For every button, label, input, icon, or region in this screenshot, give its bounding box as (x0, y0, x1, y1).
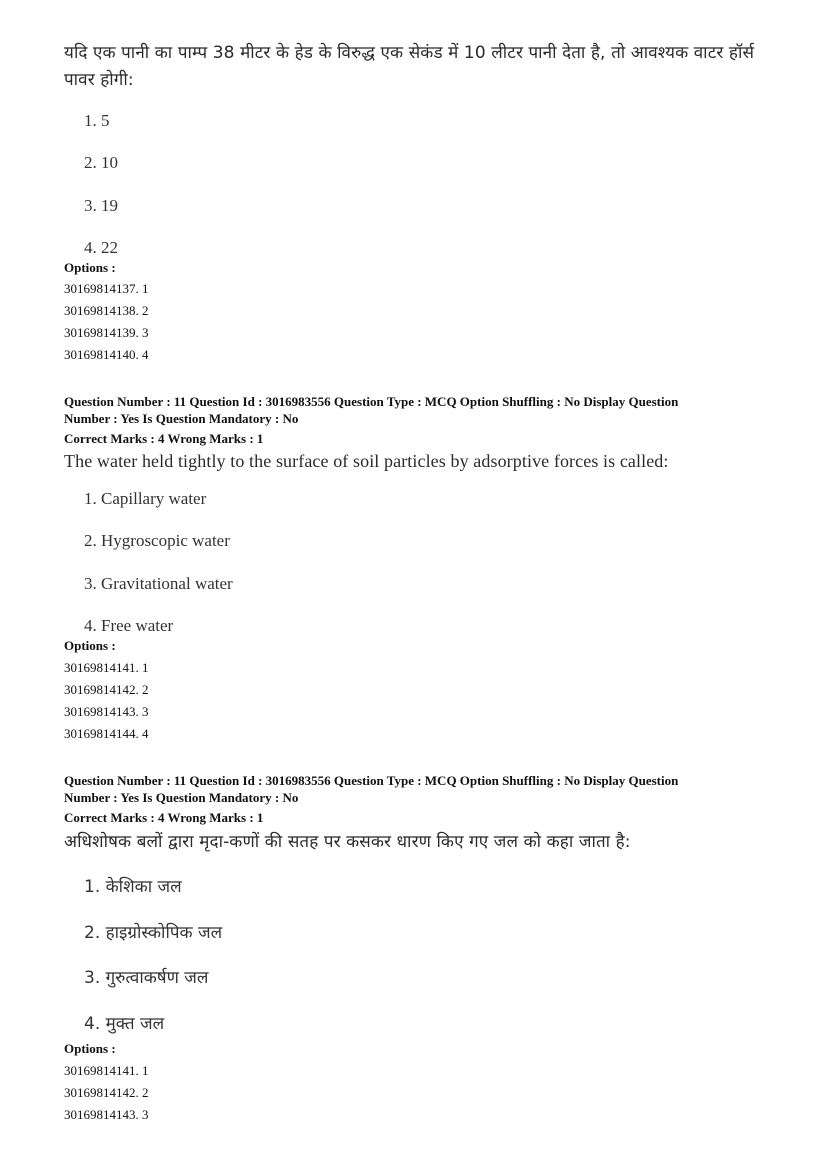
choice-2: 2. Hygroscopic water (84, 531, 230, 550)
question-meta-cont: Number : Yes Is Question Mandatory : No (64, 411, 299, 426)
choice-2: 2. हाइग्रोस्कोपिक जल (84, 923, 223, 943)
option-id: 30169814140. 4 (64, 347, 149, 362)
options-label: Options : (64, 260, 116, 275)
question-meta: Question Number : 11 Question Id : 3016983556 Question Type : MCQ Option Shuffling : No Display Question (64, 773, 679, 788)
options-label: Options : (64, 638, 116, 653)
question-marks: Correct Marks : 4 Wrong Marks : 1 (64, 810, 264, 825)
question-text-english: The water held tightly to the surface of soil particles by adsorptive forces is called: (64, 451, 669, 471)
choice-3: 3. गुरुत्वाकर्षण जल (84, 968, 209, 988)
option-id: 30169814137. 1 (64, 281, 149, 296)
option-id: 30169814142. 2 (64, 682, 149, 697)
option-id: 30169814141. 1 (64, 1063, 149, 1078)
question-meta-cont: Number : Yes Is Question Mandatory : No (64, 790, 299, 805)
option-id: 30169814143. 3 (64, 704, 149, 719)
choice-4: 4. मुक्त जल (84, 1014, 165, 1034)
option-id: 30169814141. 1 (64, 660, 149, 675)
question-meta: Question Number : 11 Question Id : 3016983556 Question Type : MCQ Option Shuffling : No Display Question (64, 394, 679, 409)
choice-4: 4. 22 (84, 238, 118, 257)
option-id: 30169814138. 2 (64, 303, 149, 318)
choice-3: 3. Gravitational water (84, 574, 233, 593)
choice-3: 3. 19 (84, 196, 118, 215)
question-text-hindi-2: अधिशोषक बलों द्वारा मृदा-कणों की सतह पर कसकर धारण किए गए जल को कहा जाता है: (64, 832, 631, 852)
choice-1: 1. Capillary water (84, 489, 207, 508)
option-id: 30169814139. 3 (64, 325, 149, 340)
question-marks: Correct Marks : 4 Wrong Marks : 1 (64, 431, 264, 446)
option-id: 30169814143. 3 (64, 1107, 149, 1122)
option-id: 30169814142. 2 (64, 1085, 149, 1100)
choice-1: 1. 5 (84, 111, 110, 130)
options-label: Options : (64, 1041, 116, 1056)
choice-4: 4. Free water (84, 616, 174, 635)
choice-1: 1. केशिका जल (84, 877, 182, 897)
option-id: 30169814144. 4 (64, 726, 149, 741)
choice-2: 2. 10 (84, 153, 118, 172)
question-text-hindi-1: यदि एक पानी का पाम्प 38 मीटर के हेड के विरुद्ध एक सेकंड में 10 लीटर पानी देता है, तो आवश्यक वाटर हॉर्स पावर होगी: (64, 43, 755, 90)
